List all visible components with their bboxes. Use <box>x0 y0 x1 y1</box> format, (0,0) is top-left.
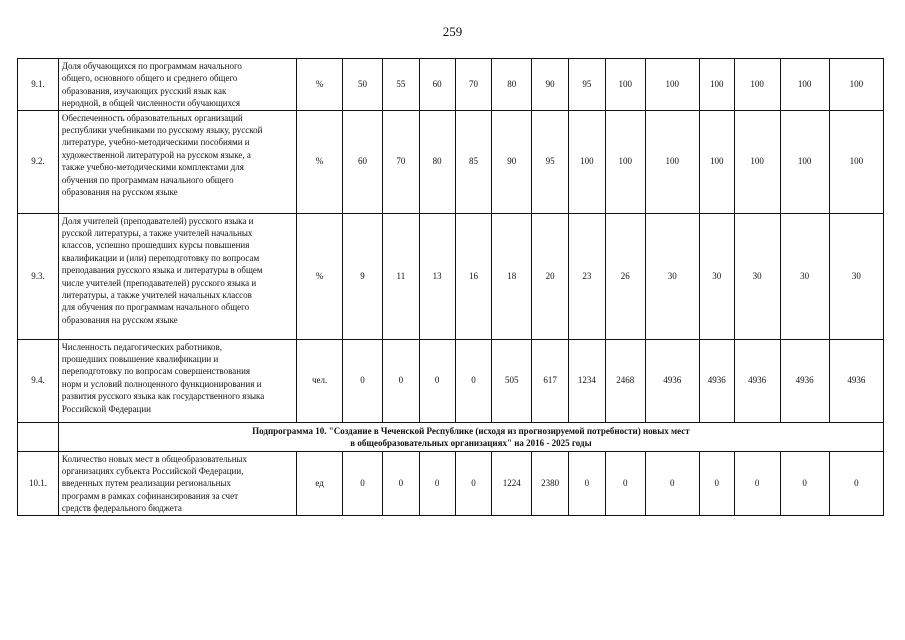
table-row <box>18 213 884 339</box>
description-line: Доля учителей (преподавателей) русского языка и <box>61 215 254 226</box>
row-number: 9.3. <box>18 213 59 339</box>
indicator-description <box>58 451 296 515</box>
value-cell: 100 <box>605 59 645 111</box>
description-line: программ в рамках софинансирования за счет <box>61 490 239 501</box>
value-cell: 30 <box>699 213 734 339</box>
description-line: прошедших повышение квалификации и <box>61 354 219 365</box>
section-heading-line: в общеобразовательных организациях" на 2016 - 2025 годы <box>350 437 592 448</box>
unit-cell: % <box>297 110 343 213</box>
value-cell: 0 <box>829 451 883 515</box>
indicator-description <box>58 110 296 213</box>
section-heading <box>58 422 883 451</box>
value-cell: 18 <box>492 213 532 339</box>
value-cell: 26 <box>605 213 645 339</box>
value-cell: 80 <box>492 59 532 111</box>
description-line: Количество новых мест в общеобразовательных <box>61 453 248 464</box>
value-cell: 60 <box>419 59 455 111</box>
description-line: образования на русском языке <box>61 314 178 325</box>
value-cell: 1234 <box>569 339 606 422</box>
description-line: литературы, а также учителей начальных классов <box>61 290 252 301</box>
indicator-table <box>17 58 884 516</box>
description-line: норм и условий полноценного функционирования и <box>61 378 262 389</box>
value-cell: 0 <box>455 451 492 515</box>
description-line: квалификации и (или) переподготовку по вопросам <box>61 252 260 263</box>
value-cell: 0 <box>734 451 780 515</box>
value-cell: 16 <box>455 213 492 339</box>
description-line: средств федерального бюджета <box>61 503 182 514</box>
value-cell: 0 <box>343 339 383 422</box>
value-cell: 85 <box>455 110 492 213</box>
value-cell: 0 <box>419 451 455 515</box>
value-cell: 4936 <box>645 339 699 422</box>
table-row <box>18 451 884 515</box>
value-cell: 100 <box>780 110 829 213</box>
description-line: введенных путем реализации региональных <box>61 478 231 489</box>
description-line: образования, изучающих русский язык как <box>61 85 227 96</box>
description-line: для обучения по программам начального общего <box>61 302 250 313</box>
row-number: 9.4. <box>18 339 59 422</box>
indicator-description <box>58 339 296 422</box>
unit-cell: чел. <box>297 339 343 422</box>
value-cell: 0 <box>382 339 419 422</box>
description-line: классов, успешно прошедших курсы повышения <box>61 240 250 251</box>
value-cell: 1224 <box>492 451 532 515</box>
value-cell: 23 <box>569 213 606 339</box>
value-cell: 30 <box>829 213 883 339</box>
value-cell: 0 <box>455 339 492 422</box>
value-cell: 55 <box>382 59 419 111</box>
value-cell: 0 <box>382 451 419 515</box>
table-row <box>18 339 884 422</box>
description-line: общего, основного общего и среднего общего <box>61 73 238 84</box>
description-line: русской литературы, а также учителей начальных <box>61 228 253 239</box>
value-cell: 2468 <box>605 339 645 422</box>
value-cell: 0 <box>343 451 383 515</box>
description-line: числе учителей (преподавателей) русского языка и <box>61 277 257 288</box>
section-row <box>18 422 884 451</box>
value-cell: 11 <box>382 213 419 339</box>
unit-cell: % <box>297 213 343 339</box>
value-cell: 0 <box>699 451 734 515</box>
value-cell: 95 <box>569 59 606 111</box>
value-cell: 90 <box>532 59 569 111</box>
table-row <box>18 110 884 213</box>
value-cell: 95 <box>532 110 569 213</box>
description-line: обучения по программам начального общего <box>61 174 234 185</box>
value-cell: 505 <box>492 339 532 422</box>
description-line: литературе, учебно-методическими пособиями и <box>61 137 250 148</box>
value-cell: 100 <box>699 110 734 213</box>
value-cell: 100 <box>699 59 734 111</box>
value-cell: 0 <box>780 451 829 515</box>
value-cell: 9 <box>343 213 383 339</box>
description-line: образования на русском языке <box>61 187 178 198</box>
value-cell: 13 <box>419 213 455 339</box>
description-line: неродной, в общей численности обучающихся <box>61 98 241 109</box>
description-line: организациях субъекта Российской Федерации, <box>61 466 244 477</box>
value-cell: 20 <box>532 213 569 339</box>
indicator-description <box>58 59 296 111</box>
row-number: 9.2. <box>18 110 59 213</box>
section-number-cell <box>18 422 59 451</box>
unit-cell: % <box>297 59 343 111</box>
description-line: переподготовку по вопросам совершенствования <box>61 366 251 377</box>
value-cell: 30 <box>645 213 699 339</box>
row-number: 9.1. <box>18 59 59 111</box>
indicator-description <box>58 213 296 339</box>
value-cell: 100 <box>829 110 883 213</box>
value-cell: 4936 <box>780 339 829 422</box>
value-cell: 100 <box>645 59 699 111</box>
page-number: 259 <box>442 24 463 39</box>
value-cell: 4936 <box>829 339 883 422</box>
section-heading-line: Подпрограмма 10. "Создание в Чеченской Республике (исходя из прогнозируемой потребности) новых мест <box>252 425 690 436</box>
value-cell: 100 <box>829 59 883 111</box>
value-cell: 100 <box>605 110 645 213</box>
value-cell: 100 <box>780 59 829 111</box>
row-number: 10.1. <box>18 451 59 515</box>
description-line: также учебно-методическими комплектами для <box>61 162 244 173</box>
description-line: Доля обучающихся по программам начального <box>61 61 242 71</box>
description-line: художественной литературой на русском языке, а <box>61 149 251 160</box>
value-cell: 100 <box>734 110 780 213</box>
value-cell: 50 <box>343 59 383 111</box>
description-line: Численность педагогических работников, <box>61 341 223 352</box>
description-line: Обеспеченность образовательных организаций <box>61 112 243 123</box>
table-row <box>18 59 884 111</box>
value-cell: 0 <box>605 451 645 515</box>
value-cell: 0 <box>645 451 699 515</box>
value-cell: 80 <box>419 110 455 213</box>
value-cell: 0 <box>569 451 606 515</box>
value-cell: 4936 <box>734 339 780 422</box>
value-cell: 2380 <box>532 451 569 515</box>
value-cell: 90 <box>492 110 532 213</box>
value-cell: 100 <box>645 110 699 213</box>
value-cell: 70 <box>455 59 492 111</box>
unit-cell: ед <box>297 451 343 515</box>
value-cell: 70 <box>382 110 419 213</box>
description-line: преподавания русского языка и литературы в общем <box>61 265 263 276</box>
description-line: республики учебниками по русскому языку, русской <box>61 125 263 136</box>
value-cell: 0 <box>419 339 455 422</box>
value-cell: 100 <box>734 59 780 111</box>
value-cell: 30 <box>734 213 780 339</box>
value-cell: 100 <box>569 110 606 213</box>
description-line: развития русского языка как государственного языка <box>61 391 265 402</box>
value-cell: 30 <box>780 213 829 339</box>
value-cell: 60 <box>343 110 383 213</box>
value-cell: 617 <box>532 339 569 422</box>
value-cell: 4936 <box>699 339 734 422</box>
description-line: Российской Федерации <box>61 403 151 414</box>
